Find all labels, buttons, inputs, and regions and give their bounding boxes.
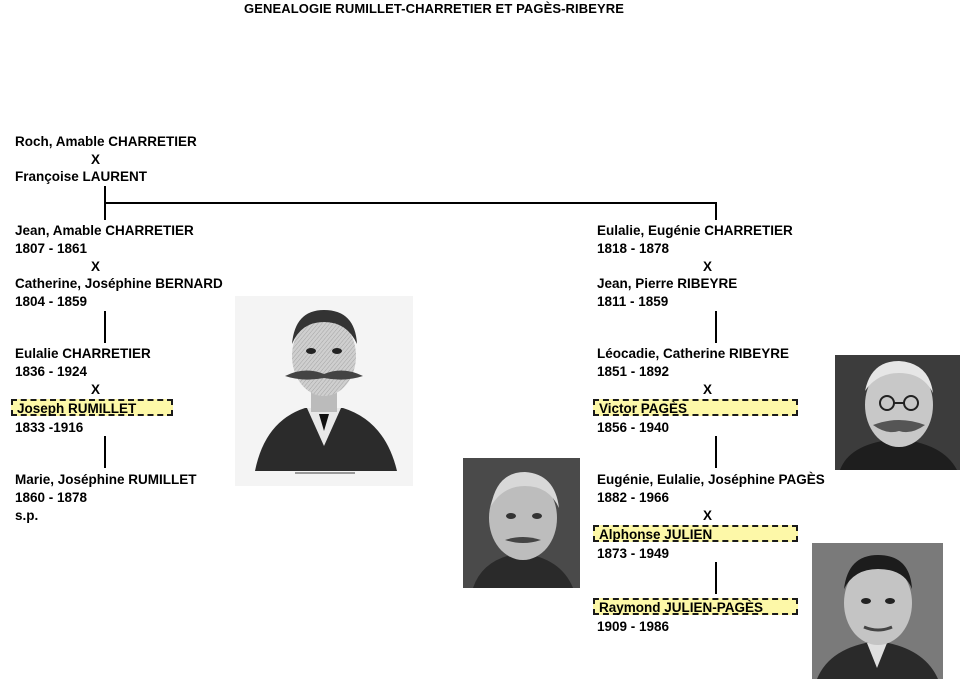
connector-right-gen3-gen4 <box>715 562 717 594</box>
portrait-joseph-rumillet <box>235 296 413 486</box>
photo-portrait-image <box>835 355 960 470</box>
right-gen2-husband-dates: 1856 - 1940 <box>597 420 670 435</box>
right-gen1-husband-name: Jean, Pierre RIBEYRE <box>597 276 738 291</box>
right-gen1-wife-name: Eulalie, Eugénie CHARRETIER <box>597 223 793 238</box>
right-gen4-name: Raymond JULIEN-PAGÈS <box>599 600 764 615</box>
right-gen3-wife-dates: 1882 - 1966 <box>597 490 670 505</box>
marriage-symbol: X <box>91 152 101 167</box>
left-gen3-note: s.p. <box>15 508 39 523</box>
marriage-symbol: X <box>703 382 713 397</box>
right-gen3-husband-name: Alphonse JULIEN <box>599 527 713 542</box>
left-gen3-name: Marie, Joséphine RUMILLET <box>15 472 197 487</box>
connector-horizontal <box>104 202 716 204</box>
photo-portrait-image <box>463 458 580 588</box>
right-gen2-wife-dates: 1851 - 1892 <box>597 364 670 379</box>
connector-right-gen2-gen3 <box>715 436 717 468</box>
left-gen3-dates: 1860 - 1878 <box>15 490 88 505</box>
ancestor-husband: Roch, Amable CHARRETIER <box>15 134 197 149</box>
left-gen2-husband-dates: 1833 -1916 <box>15 420 84 435</box>
ancestor-wife: Françoise LAURENT <box>15 169 148 184</box>
marriage-symbol: X <box>91 382 101 397</box>
photo-portrait-image <box>812 543 943 679</box>
connector-left-gen1-gen2 <box>104 311 106 343</box>
left-gen1-husband-dates: 1807 - 1861 <box>15 241 88 256</box>
highlight-victor-pages <box>593 399 798 416</box>
connector-left-gen2-gen3 <box>104 436 106 468</box>
left-gen2-husband-name: Joseph RUMILLET <box>17 401 137 416</box>
page-title: GENEALOGIE RUMILLET-CHARRETIER ET PAGÈS-RIBEYRE <box>244 1 625 16</box>
left-gen2-wife-dates: 1836 - 1924 <box>15 364 88 379</box>
highlight-alphonse-julien <box>593 525 798 542</box>
portrait-victor-pages <box>835 355 960 470</box>
engraved-portrait-image <box>235 296 413 486</box>
right-gen1-husband-dates: 1811 - 1859 <box>597 294 669 309</box>
portrait-alphonse-julien <box>463 458 580 588</box>
right-gen4-dates: 1909 - 1986 <box>597 619 670 634</box>
connector-ancestor-right <box>715 202 717 220</box>
portrait-raymond-julien-pages <box>812 543 943 679</box>
marriage-symbol: X <box>91 259 101 274</box>
connector-right-gen1-gen2 <box>715 311 717 343</box>
left-gen1-husband-name: Jean, Amable CHARRETIER <box>15 223 194 238</box>
right-gen1-wife-dates: 1818 - 1878 <box>597 241 670 256</box>
right-gen2-wife-name: Léocadie, Catherine RIBEYRE <box>597 346 790 361</box>
right-gen3-husband-dates: 1873 - 1949 <box>597 546 670 561</box>
left-gen1-wife-name: Catherine, Joséphine BERNARD <box>15 276 223 291</box>
left-gen1-wife-dates: 1804 - 1859 <box>15 294 88 309</box>
highlight-raymond-julien-pages <box>593 598 798 615</box>
right-gen2-husband-name: Victor PAGÈS <box>599 401 688 416</box>
marriage-symbol: X <box>703 508 713 523</box>
highlight-joseph-rumillet <box>11 399 173 416</box>
marriage-symbol: X <box>703 259 713 274</box>
left-gen2-wife-name: Eulalie CHARRETIER <box>15 346 151 361</box>
right-gen3-wife-name: Eugénie, Eulalie, Joséphine PAGÈS <box>597 472 825 487</box>
